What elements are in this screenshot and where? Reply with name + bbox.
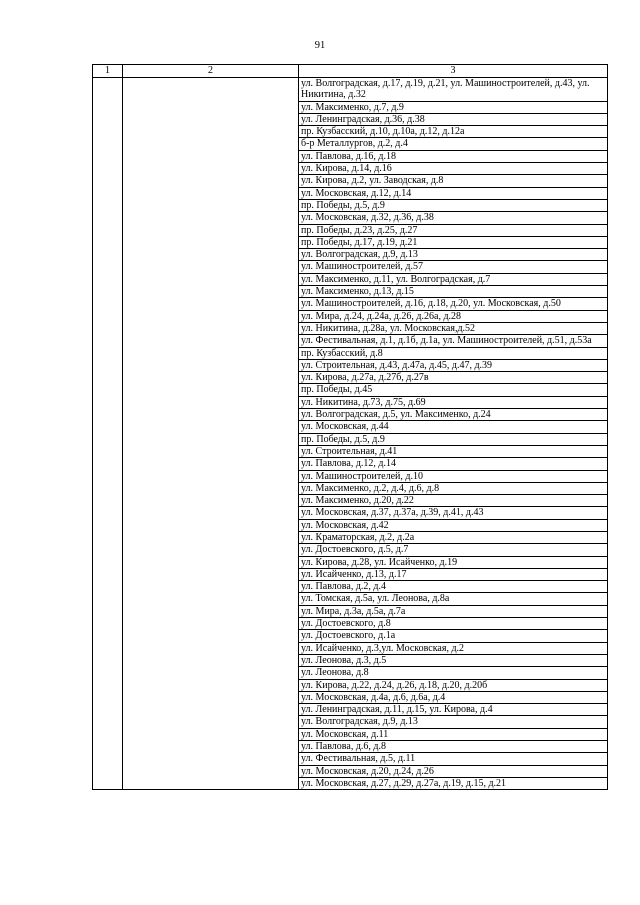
address-cell: ул. Мира, д.24, д.24а, д.26, д.26а, д.28 bbox=[299, 310, 608, 322]
header-col-3: 3 bbox=[299, 65, 608, 78]
table-row bbox=[93, 78, 608, 102]
address-cell: ул. Максименко, д.13, д.15 bbox=[299, 286, 608, 298]
address-cell: ул. Московская, д.12, д.14 bbox=[299, 187, 608, 199]
address-cell: ул. Ленинградская, д.11, д.15, ул. Кирова, д.4 bbox=[299, 704, 608, 716]
page-number: 91 bbox=[314, 40, 326, 51]
address-cell: ул. Исайченко, д.3,ул. Московская, д.2 bbox=[299, 642, 608, 654]
address-cell: ул. Никитина, д.28а, ул. Московская,д.52 bbox=[299, 322, 608, 334]
address-cell: ул. Никитина, д.73, д.75, д.69 bbox=[299, 396, 608, 408]
address-cell: ул. Краматорская, д.2, д.2а bbox=[299, 531, 608, 543]
address-cell: ул. Волгоградская, д.5, ул. Максименко, д.24 bbox=[299, 409, 608, 421]
address-cell: ул. Максименко, д.2, д.4, д.6, д.8 bbox=[299, 482, 608, 494]
address-cell: ул. Павлова, д.2, д.4 bbox=[299, 581, 608, 593]
address-cell: ул. Фестивальная, д.1, д.1б, д.1а, ул. Машиностроителей, д.51, д.53а bbox=[299, 335, 608, 347]
address-cell: ул. Максименко, д.11, ул. Волгоградская, д.7 bbox=[299, 273, 608, 285]
address-cell: ул. Леонова, д.3, д.5 bbox=[299, 654, 608, 666]
address-cell: ул. Достоевского, д.1а bbox=[299, 630, 608, 642]
address-cell: ул. Павлова, д.16, д.18 bbox=[299, 150, 608, 162]
merged-cell-col-1 bbox=[93, 78, 123, 790]
address-cell: ул. Строительная, д.41 bbox=[299, 445, 608, 457]
address-cell: б-р Металлургов, д.2, д.4 bbox=[299, 138, 608, 150]
address-cell: ул. Строительная, д.43, д.47а, д.45, д.47, д.39 bbox=[299, 359, 608, 371]
address-cell: ул. Московская, д.42 bbox=[299, 519, 608, 531]
table-header-row bbox=[93, 65, 608, 78]
header-col-2: 2 bbox=[123, 65, 299, 78]
address-cell: пр. Кузбасский, д.8 bbox=[299, 347, 608, 359]
address-cell: ул. Машиностроителей, д.10 bbox=[299, 470, 608, 482]
address-cell: ул. Кирова, д.22, д.24, д.26, д.18, д.20, д.20б bbox=[299, 679, 608, 691]
address-cell: пр. Победы, д.5, д.9 bbox=[299, 199, 608, 211]
address-cell: ул. Фестивальная, д.5, д.11 bbox=[299, 753, 608, 765]
address-cell: ул. Максименко, д.20, д.22 bbox=[299, 495, 608, 507]
address-cell: пр. Победы, д.23, д.25, д.27 bbox=[299, 224, 608, 236]
address-cell: ул. Московская, д.20, д.24, д.26 bbox=[299, 765, 608, 777]
address-cell: ул. Кирова, д.28, ул. Исайченко, д.19 bbox=[299, 556, 608, 568]
address-cell: пр. Победы, д.45 bbox=[299, 384, 608, 396]
address-cell: ул. Томская, д.5а, ул. Леонова, д.8а bbox=[299, 593, 608, 605]
address-cell: ул. Достоевского, д.8 bbox=[299, 618, 608, 630]
address-cell: ул. Леонова, д.8 bbox=[299, 667, 608, 679]
address-cell: ул. Павлова, д.6, д.8 bbox=[299, 741, 608, 753]
address-cell: ул. Волгоградская, д.9, д.13 bbox=[299, 249, 608, 261]
address-cell: ул. Московская, д.44 bbox=[299, 421, 608, 433]
address-table bbox=[92, 64, 608, 790]
address-cell: ул. Максименко, д.7, д.9 bbox=[299, 101, 608, 113]
address-cell: ул. Ленинградская, д.36, д.38 bbox=[299, 113, 608, 125]
address-cell: ул. Машиностроителей, д.16, д.18, д.20, ул. Московская, д.50 bbox=[299, 298, 608, 310]
address-cell: ул. Московская, д.27, д.29, д.27а, д.19, д.15, д.21 bbox=[299, 777, 608, 789]
merged-cell-col-2 bbox=[123, 78, 299, 790]
address-cell: ул. Кирова, д.27а, д.27б, д.27в bbox=[299, 372, 608, 384]
address-cell: ул. Кирова, д.14, д.16 bbox=[299, 163, 608, 175]
address-cell: пр. Кузбасский, д.10, д.10а, д.12, д.12а bbox=[299, 126, 608, 138]
address-cell: ул. Исайченко, д.13, д.17 bbox=[299, 568, 608, 580]
address-cell: пр. Победы, д.5, д.9 bbox=[299, 433, 608, 445]
address-cell: ул. Московская, д.11 bbox=[299, 728, 608, 740]
address-cell: ул. Павлова, д.12, д.14 bbox=[299, 458, 608, 470]
address-cell: ул. Кирова, д.2, ул. Заводская, д.8 bbox=[299, 175, 608, 187]
address-cell: ул. Волгоградская, д.9, д.13 bbox=[299, 716, 608, 728]
address-cell: ул. Московская, д.4а, д.6, д.6а, д.4 bbox=[299, 691, 608, 703]
address-cell: ул. Достоевского, д.5, д.7 bbox=[299, 544, 608, 556]
address-cell: пр. Победы, д.17, д.19, д.21 bbox=[299, 236, 608, 248]
address-cell: ул. Московская, д.37, д.37а, д.39, д.41, д.43 bbox=[299, 507, 608, 519]
header-col-1: 1 bbox=[93, 65, 123, 78]
address-cell: ул. Волгоградская, д.17, д.19, д.21, ул. Машиностроителей, д.43, ул. Никитина, д.32 bbox=[299, 78, 608, 102]
address-cell: ул. Московская, д.32, д.36, д.38 bbox=[299, 212, 608, 224]
address-cell: ул. Машиностроителей, д.57 bbox=[299, 261, 608, 273]
address-cell: ул. Мира, д.3а, д.5а, д.7а bbox=[299, 605, 608, 617]
